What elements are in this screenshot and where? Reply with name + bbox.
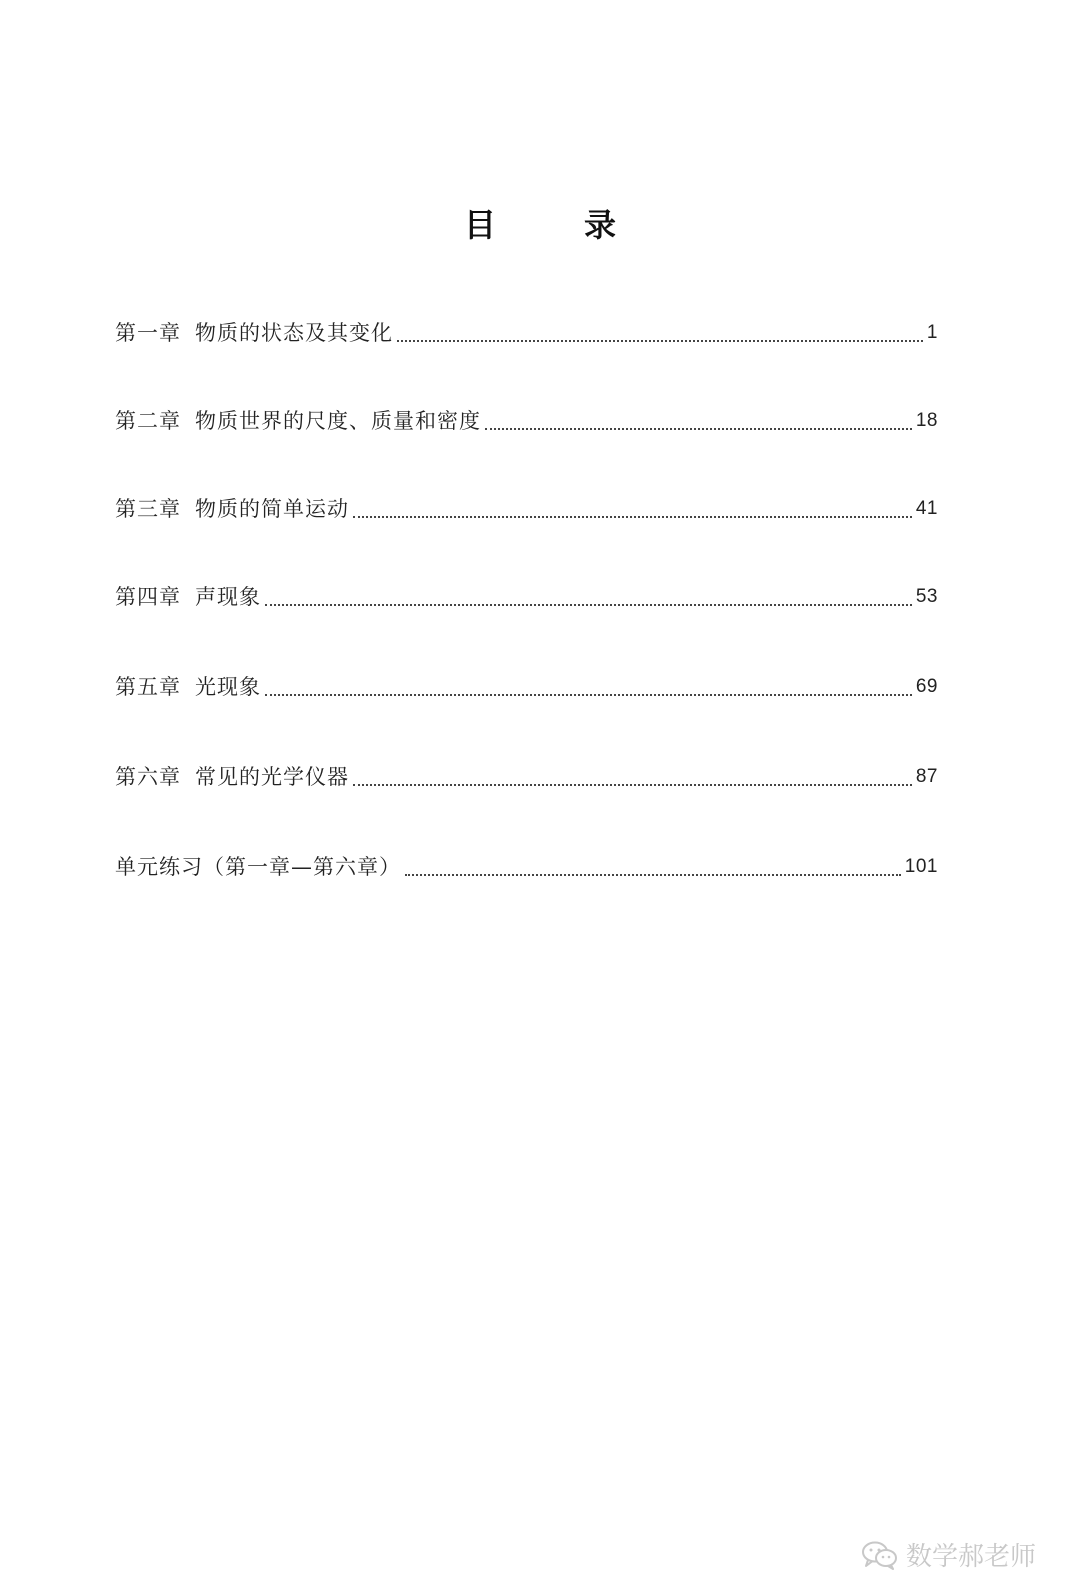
toc-entry-1[interactable]: [115, 318, 938, 348]
toc-entry-chapter: 第二章: [115, 409, 181, 433]
dot-leader: [353, 783, 912, 786]
dot-leader: [265, 603, 912, 606]
toc-entry-name: 光现象: [195, 675, 261, 699]
watermark: [860, 1536, 1036, 1573]
toc-entry-name: 单元练习（第一章—第六章）: [115, 855, 401, 879]
dot-leader: [353, 515, 912, 518]
toc-entry-chapter: 第一章: [115, 321, 181, 345]
page-title: 目 录: [463, 206, 644, 244]
watermark-text: 数学郝老师: [905, 1542, 1036, 1572]
toc-entry-6[interactable]: [115, 762, 938, 792]
toc-entry-page: 53: [915, 586, 938, 607]
toc-entry-name: 物质世界的尺度、质量和密度: [195, 409, 481, 433]
toc-entry-chapter: 第四章: [115, 585, 181, 609]
dot-leader: [397, 339, 923, 342]
dot-leader: [405, 873, 901, 876]
toc-entry-5[interactable]: [115, 672, 938, 702]
toc-entry-3[interactable]: [115, 494, 938, 524]
toc-entry-chapter: 第五章: [115, 675, 181, 699]
toc-entry-chapter: 第三章: [115, 497, 181, 521]
dot-leader: [265, 693, 912, 696]
toc-entry-7[interactable]: [115, 852, 938, 882]
toc-entry-name: 物质的状态及其变化: [195, 321, 393, 345]
toc-entry-name: 常见的光学仪器: [195, 765, 349, 789]
toc-entry-page: 87: [915, 766, 938, 787]
toc-entry-2[interactable]: [115, 406, 938, 436]
toc-entry-page: 101: [904, 856, 938, 877]
wechat-icon: [860, 1540, 900, 1570]
toc-entry-name: 物质的简单运动: [195, 497, 349, 521]
toc-entry-name: 声现象: [195, 585, 261, 609]
toc-entry-page: 69: [915, 676, 938, 697]
toc-entry-page: 18: [915, 410, 938, 431]
toc-entry-page: 41: [915, 498, 938, 519]
dot-leader: [485, 427, 912, 430]
toc-entry-page: 1: [926, 322, 938, 343]
toc-entry-chapter: 第六章: [115, 765, 181, 789]
toc-entry-4[interactable]: [115, 582, 938, 612]
